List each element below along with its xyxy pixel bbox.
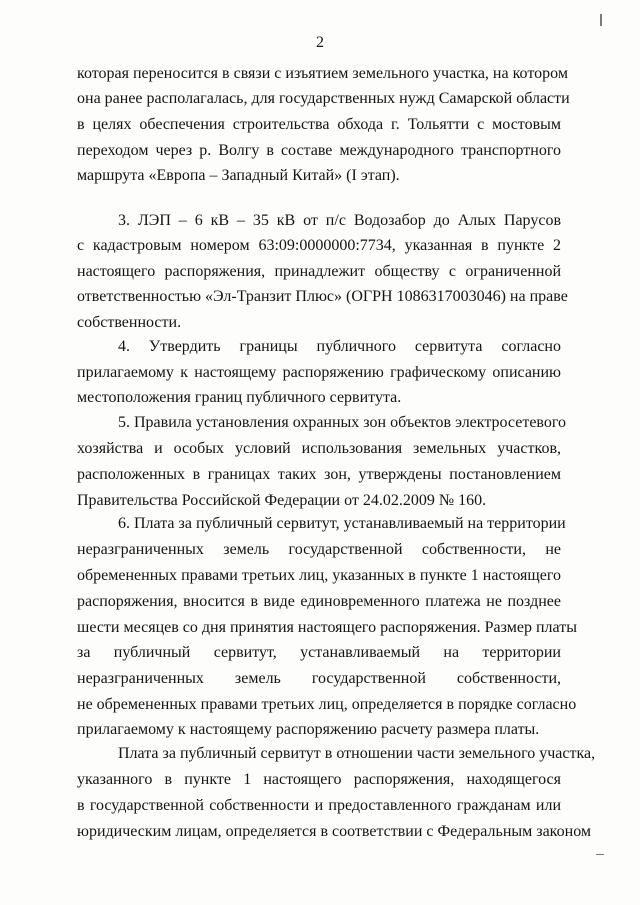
text-line <box>77 720 561 740</box>
text-line-content: маршрута «Европа – Западный Китай» (I этап). <box>77 167 400 184</box>
text-line-content: в государственной собственности и предоставленного гражданам или <box>77 797 561 814</box>
text-line <box>118 744 596 764</box>
text-line <box>77 770 561 790</box>
text-line-content: Плата за публичный сервитут в отношении части земельного участка, <box>118 745 596 762</box>
text-line-content: распоряжения, вносится в виде единовременного платежа не позднее <box>77 593 561 610</box>
text-line <box>118 337 561 357</box>
text-line <box>77 388 561 408</box>
scan-mark <box>600 14 602 26</box>
text-line-content: расположенных в границах таких зон, утверждены постановлением <box>77 466 561 483</box>
text-line <box>118 413 567 433</box>
text-line-content: которая переносится в связи с изъятием земельного участка, на котором <box>77 65 568 82</box>
text-line-content: прилагаемому к настоящему распоряжению графическому описанию <box>77 364 561 381</box>
text-line <box>77 592 561 612</box>
text-line-content: прилагаемому к настоящему распоряжению расчету размера платы. <box>77 721 540 738</box>
text-line <box>77 796 561 816</box>
text-line-content: за публичный сервитут, устанавливаемый на территории <box>77 644 561 661</box>
text-line <box>77 822 592 842</box>
text-line <box>77 363 561 383</box>
text-line <box>77 540 561 560</box>
text-line-content: 6. Плата за публичный сервитут, устанавливаемый на территории <box>118 515 566 532</box>
text-line-content: указанного в пункте 1 настоящего распоряжения, находящегося <box>77 771 561 788</box>
text-line <box>77 643 561 663</box>
text-line-content: в целях обеспечения строительства обхода г. Тольятти с мостовым <box>77 116 561 133</box>
text-line <box>118 514 566 534</box>
text-line-content: 3. ЛЭП – 6 кВ – 35 кВ от п/с Водозабор до Алых Парусов <box>118 212 561 229</box>
text-line-content: переходом через р. Волгу в составе международного транспортного <box>77 142 561 159</box>
text-line-content: местоположения границ публичного сервитута. <box>77 389 402 406</box>
text-line <box>77 566 561 586</box>
text-line <box>77 89 570 109</box>
text-line-content: 5. Правила установления охранных зон объектов электросетевого <box>118 414 567 431</box>
text-line <box>77 465 561 485</box>
text-line-content: обремененных правами третьих лиц, указанных в пункте 1 настоящего <box>77 567 561 584</box>
text-line-content: с кадастровым номером 63:09:0000000:7734, указанная в пункте 2 <box>77 237 561 254</box>
text-line <box>77 695 577 715</box>
text-line <box>77 287 568 307</box>
text-line-content: собственности. <box>77 314 182 331</box>
text-line-content: Правительства Российской Федерации от 24.02.2009 № 160. <box>77 492 487 509</box>
text-line-content: хозяйства и особых условий использования земельных участков, <box>77 440 561 457</box>
text-line <box>77 491 561 511</box>
text-line <box>77 618 577 638</box>
text-line-content: настоящего распоряжения, принадлежит обществу с ограниченной <box>77 263 561 280</box>
text-line <box>77 166 561 186</box>
text-line-content: неразграниченных земель государственной собственности, не <box>77 541 561 558</box>
text-line <box>77 439 561 459</box>
text-line-content: не обремененных правами третьих лиц, определяется в порядке согласно <box>77 696 577 713</box>
text-line <box>77 141 561 161</box>
text-line <box>77 236 561 256</box>
text-line <box>118 211 561 231</box>
page-number: 2 <box>316 34 324 51</box>
text-line-content: неразграниченных земель государственной собственности, <box>77 670 561 687</box>
text-line <box>77 262 561 282</box>
text-line <box>77 64 568 84</box>
text-line-content: ответственностью «Эл-Транзит Плюс» (ОГРН 1086317003046) на праве <box>77 288 568 305</box>
scan-mark <box>596 854 604 855</box>
text-line <box>77 669 561 689</box>
text-line-content: юридическим лицам, определяется в соответствии с Федеральным законом <box>77 823 592 840</box>
text-line <box>77 313 561 333</box>
text-line <box>77 115 561 135</box>
text-line-content: 4. Утвердить границы публичного сервитута согласно <box>118 338 561 355</box>
text-line-content: она ранее располагалась, для государственных нужд Самарской области <box>77 90 570 107</box>
text-line-content: шести месяцев со дня принятия настоящего распоряжения. Размер платы <box>77 619 577 636</box>
